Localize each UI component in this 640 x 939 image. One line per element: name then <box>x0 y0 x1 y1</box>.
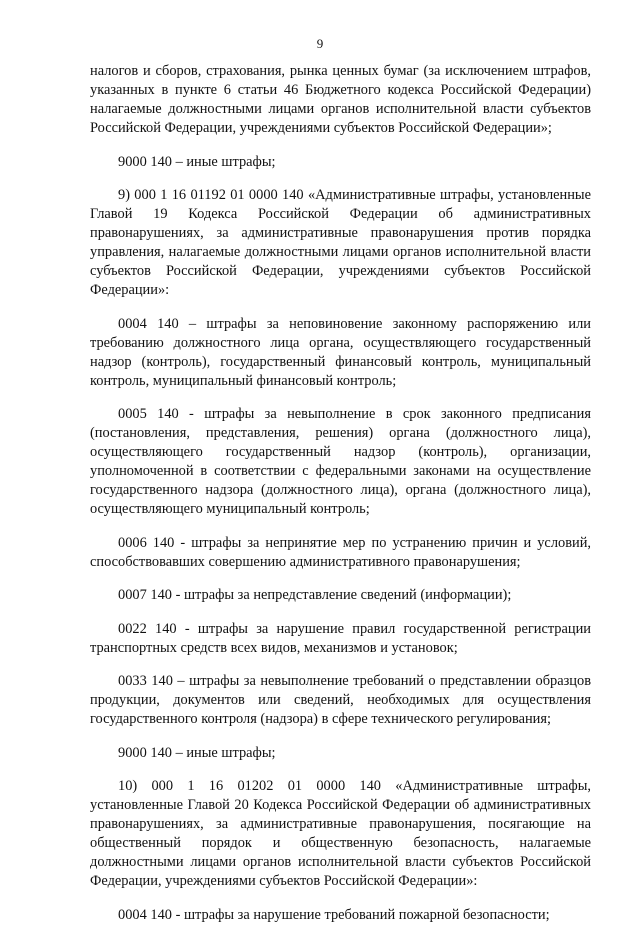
paragraph-code-0022: 0022 140 - штрафы за нарушение правил государственной регистрации транспортных средств всех видов, механизмов и установок; <box>90 620 591 656</box>
paragraph-code-0005: 0005 140 - штрафы за невыполнение в срок законного предписания (постановления, представления, решения) органа (должностного лица), осуществляющего государственный надзор (контроль), организации, уполномоченной в соответствии с федеральными законами на осуществление государственного надзора (должностного лица), органа (должностного лица), осуществляющего муниципальный контроль; <box>90 406 591 517</box>
paragraph-code-0007: 0007 140 - штрафы за непредставление сведений (информации); <box>118 587 512 603</box>
paragraph-code-0004: 0004 140 – штрафы за неповиновение законному распоряжению или требованию должностного лица органа, осуществляющего государственный надзор (контроль), государственный финансовый контроль, муниципальный контроль, муниципальный финансовый контроль; <box>90 315 591 389</box>
paragraph-code-0006: 0006 140 - штрафы за непринятие мер по устранению причин и условий, способствовавших совершению административного правонарушения; <box>90 534 591 570</box>
paragraph-other-fines: 9000 140 – иные штрафы; <box>118 153 276 170</box>
paragraph-code-0004-fire: 0004 140 - штрафы за нарушение требований пожарной безопасности; <box>118 906 550 923</box>
document-body <box>90 62 591 939</box>
paragraph-item-10: 10) 000 1 16 01202 01 0000 140 «Административные штрафы, установленные Главой 20 Кодекса Российской Федерации об административных правонарушениях, за административные правонарушения, посягающие на общественный порядок и общественную безопасность, налагаемые должностными лицами органов исполнительной власти субъектов Российской Федерации, учреждениями субъектов Российской Федерации»: <box>90 778 591 889</box>
paragraph-code-0033: 0033 140 – штрафы за невыполнение требований о представлении образцов продукции, документов или сведений, необходимых для осуществления государственного контроля (надзора) в сфере технического регулирования; <box>90 673 591 727</box>
page-number: 9 <box>316 36 324 51</box>
paragraph-continuation: налогов и сборов, страхования, рынка ценных бумаг (за исключением штрафов, указанных в пункте 6 статьи 46 Бюджетного кодекса Российской Федерации) налагаемые должностными лицами органов исполнительной власти субъектов Российской Федерации, учреждениями субъектов Российской Федерации»; <box>90 63 591 136</box>
paragraph-other-fines-2: 9000 140 – иные штрафы; <box>118 744 276 761</box>
paragraph-item-9: 9) 000 1 16 01192 01 0000 140 «Административные штрафы, установленные Главой 19 Кодекса Российской Федерации об административных правонарушениях, за административные правонарушения против порядка управления, налагаемые должностными лицами органов исполнительной власти субъектов Российской Федерации, учреждениями субъектов Российской Федерации»: <box>90 187 591 298</box>
